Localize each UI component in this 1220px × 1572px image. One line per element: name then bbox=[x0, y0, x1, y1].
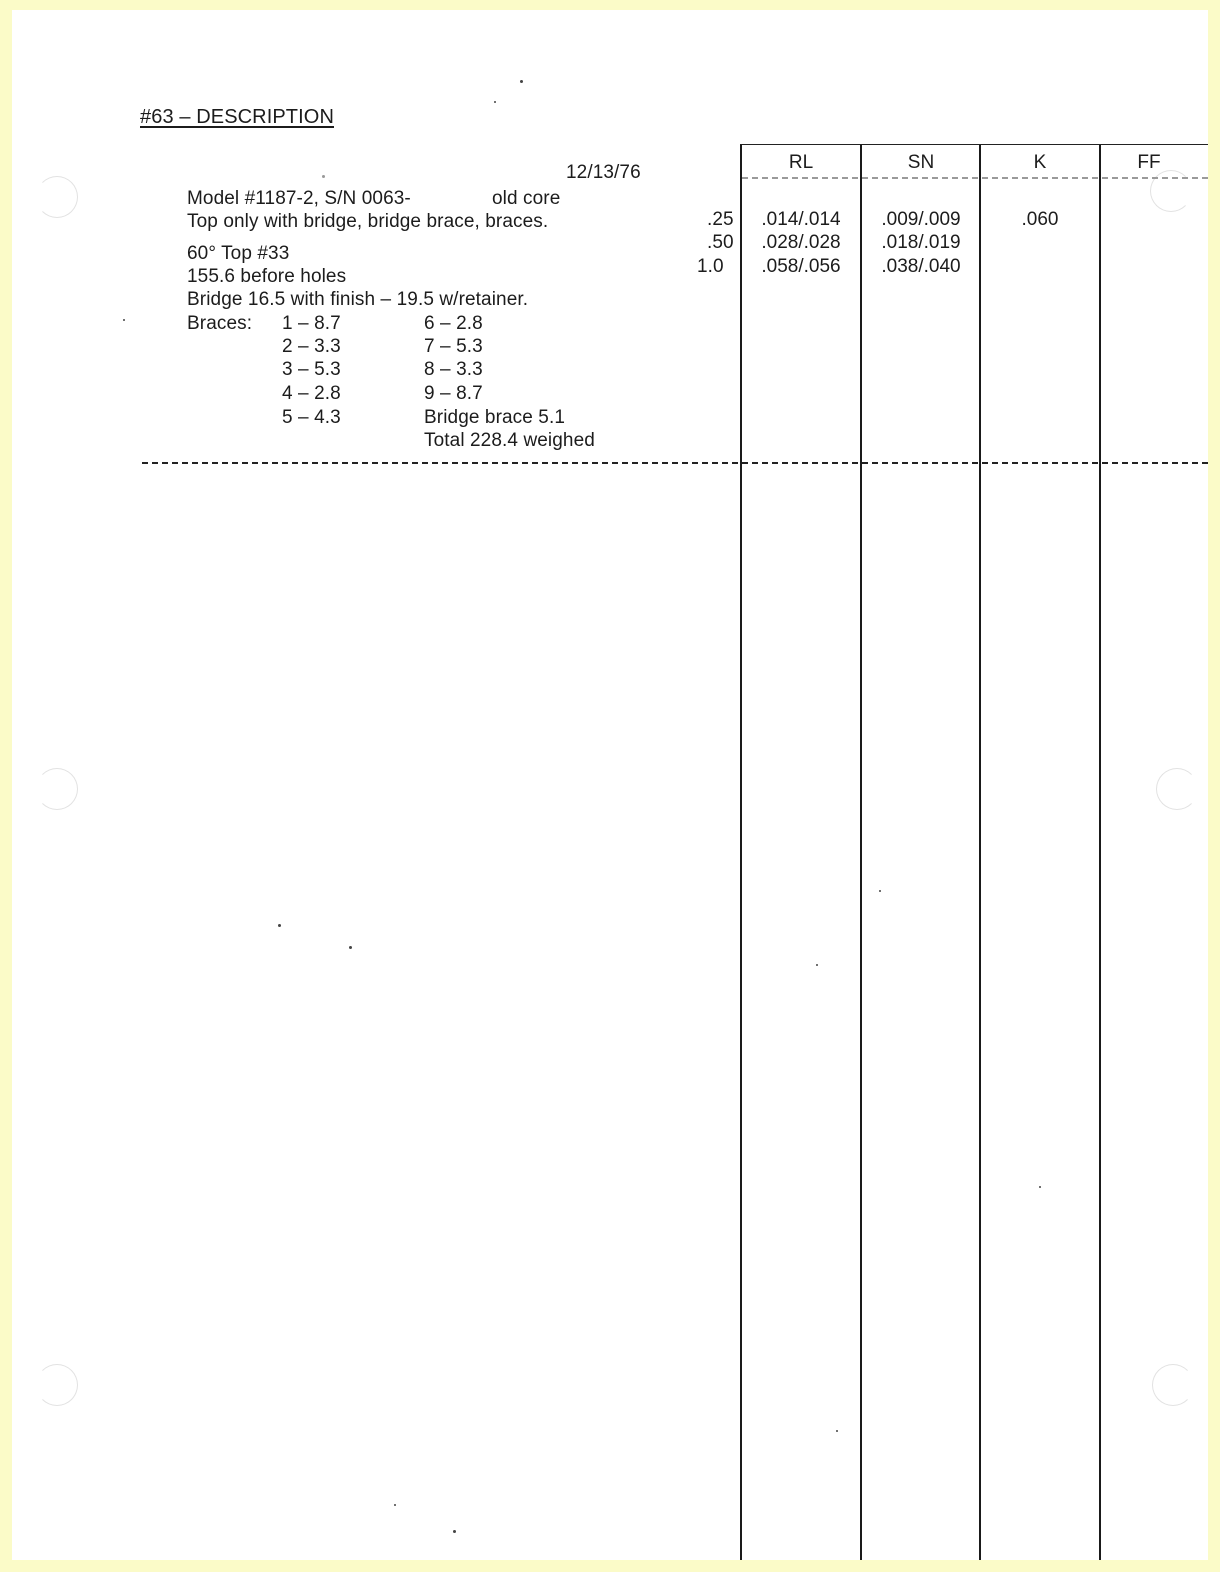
brace-entry: 9 – 8.7 bbox=[424, 383, 483, 404]
brace-entry: 2 – 3.3 bbox=[282, 336, 341, 357]
column-header-sn: SN bbox=[907, 152, 935, 173]
table-divider-1 bbox=[740, 144, 742, 1560]
table-divider-3 bbox=[979, 144, 981, 1560]
table-cell-k: .060 bbox=[1021, 209, 1059, 230]
scan-speck bbox=[1039, 1186, 1041, 1188]
scan-speck bbox=[278, 924, 281, 927]
brace-entry: 5 – 4.3 bbox=[282, 407, 341, 428]
page-title: #63 – DESCRIPTION bbox=[140, 106, 334, 128]
core-note: old core bbox=[492, 188, 561, 209]
binder-hole-bottom-left bbox=[36, 1364, 78, 1406]
scan-speck bbox=[322, 175, 325, 178]
scan-speck bbox=[123, 319, 125, 321]
bridge-weight: Bridge 16.5 with finish – 19.5 w/retainer. bbox=[187, 289, 529, 310]
table-top-rule bbox=[740, 144, 1208, 145]
table-cell-sn: .018/.019 bbox=[881, 232, 961, 253]
scan-speck bbox=[394, 1504, 396, 1506]
scan-speck bbox=[836, 1430, 838, 1432]
section-divider bbox=[142, 462, 1208, 464]
scan-speck bbox=[453, 1530, 456, 1533]
brace-entry: 4 – 2.8 bbox=[282, 383, 341, 404]
date: 12/13/76 bbox=[566, 162, 641, 183]
table-cell-rl: .028/.028 bbox=[761, 232, 841, 253]
table-cell-sn: .009/.009 bbox=[881, 209, 961, 230]
table-cell-rl: .058/.056 bbox=[761, 256, 841, 277]
scan-speck bbox=[520, 80, 523, 83]
braces-label: Braces: bbox=[187, 313, 253, 334]
binder-hole-middle-right bbox=[1156, 768, 1198, 810]
scan-speck bbox=[349, 946, 352, 949]
top-description: Top only with bridge, bridge brace, braces. bbox=[187, 211, 549, 232]
binder-hole-middle-left bbox=[36, 768, 78, 810]
column-header-ff: FF bbox=[1137, 152, 1161, 173]
document-page bbox=[12, 10, 1208, 1560]
scan-speck bbox=[879, 890, 881, 892]
brace-entry: 1 – 8.7 bbox=[282, 313, 341, 334]
row-label: .25 bbox=[707, 209, 734, 230]
row-label: 1.0 bbox=[697, 256, 724, 277]
column-header-k: K bbox=[1033, 152, 1047, 173]
total-weight: Total 228.4 weighed bbox=[424, 430, 595, 451]
bridge-brace-entry: Bridge brace 5.1 bbox=[424, 407, 566, 428]
binder-hole-top-left bbox=[36, 176, 78, 218]
table-cell-rl: .014/.014 bbox=[761, 209, 841, 230]
brace-entry: 3 – 5.3 bbox=[282, 359, 341, 380]
header-underline bbox=[742, 177, 1208, 179]
table-cell-sn: .038/.040 bbox=[881, 256, 961, 277]
brace-entry: 8 – 3.3 bbox=[424, 359, 483, 380]
row-label: .50 bbox=[707, 232, 734, 253]
scan-speck bbox=[494, 101, 496, 103]
table-divider-4 bbox=[1099, 144, 1101, 1560]
table-divider-2 bbox=[860, 144, 862, 1560]
binder-hole-bottom-right bbox=[1152, 1364, 1194, 1406]
angle-top: 60° Top #33 bbox=[187, 243, 290, 264]
scan-speck bbox=[816, 964, 818, 966]
brace-entry: 7 – 5.3 bbox=[424, 336, 483, 357]
brace-entry: 6 – 2.8 bbox=[424, 313, 483, 334]
model-line: Model #1187-2, S/N 0063- bbox=[187, 188, 411, 209]
before-holes: 155.6 before holes bbox=[187, 266, 347, 287]
column-header-rl: RL bbox=[788, 152, 814, 173]
